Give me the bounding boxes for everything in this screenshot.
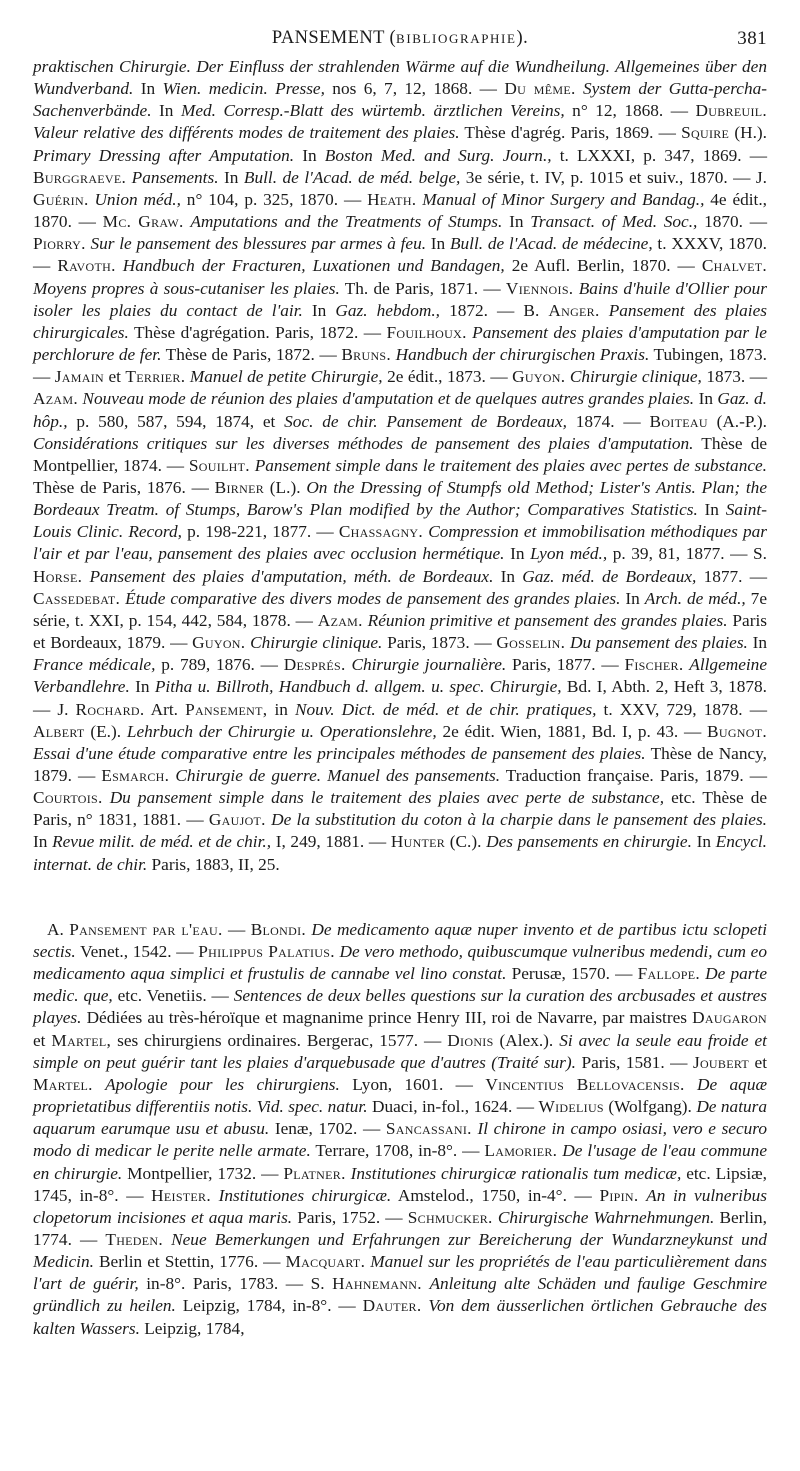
citation-text — [600, 301, 609, 320]
citation-text: Venet., 1542. — — [75, 941, 199, 961]
italic-title-text: Chirurgie journalière. — [351, 655, 507, 675]
citation-text: In — [697, 500, 726, 520]
author-name: Martel. — [33, 1074, 93, 1094]
citation-text — [116, 256, 123, 275]
italic-title-text: Manual of Minor Surgery and Bandag., — [422, 189, 705, 209]
italic-title-text: Gaz. hebdom., — [335, 300, 441, 320]
italic-title-text: Lyon méd., — [530, 544, 608, 564]
citation-text: 1872. — B. — [440, 300, 549, 320]
author-name: Platner. — [283, 1163, 346, 1183]
author-name: Vincentius Bellovacensis. — [485, 1074, 685, 1094]
italic-title-text: Med. Corresp.-Blatt des würtemb. ärztlichen Vereins, — [180, 101, 565, 121]
author-name: Esmarch. — [101, 766, 170, 785]
citation-text: Paris, 1873. — — [382, 633, 497, 653]
citation-text: in-8°. Paris, 1783. — S. — [138, 1274, 333, 1294]
italic-title-text: Handbuch der Fracturen, Luxationen und Bandagen, — [122, 256, 505, 276]
author-name: Pansement par l'eau. — [69, 919, 223, 939]
italic-title-text: De medicamento aquæ nuper invento et de partibus ictu sclopeti sectis. — [33, 919, 767, 961]
author-name: Gosselin. — [496, 633, 566, 653]
italic-title-text: Réunion primitive et pansement des grandes plaies. — [367, 610, 728, 630]
citation-text: I, 249, 1881. — — [271, 832, 391, 852]
author-name: Després. — [283, 655, 346, 675]
italic-title-text: Du pansement des plaies. — [570, 633, 748, 653]
italic-title-text: Pansement des plaies d'amputation, méth. de Bordeaux. — [89, 566, 494, 586]
citation-text: p. 198-221, 1877. — — [181, 522, 339, 542]
citation-text: In — [691, 832, 716, 852]
citation-text: nos 6, 7, 12, 1868. — — [324, 79, 505, 99]
author-name: Guérin. — [33, 189, 89, 209]
italic-title-text: De natura aquarum earumque usu et abusu. — [33, 1097, 768, 1139]
citation-text: Thèse de Paris, 1872. — — [161, 345, 342, 365]
citation-text: Thèse de Montpellier, 1874. — — [33, 433, 768, 475]
author-name: Heister. — [151, 1185, 211, 1205]
citation-text: Berlin, 1774. — — [33, 1207, 767, 1249]
citation-text: In — [426, 234, 450, 254]
italic-title-text: Boston Med. and Surg. Journ., — [324, 145, 552, 165]
italic-title-text: De parte medic. que, — [33, 964, 767, 1006]
author-name: Birner — [214, 477, 264, 497]
citation-text: In — [493, 566, 523, 586]
citation-text: (Alex.). — [493, 1030, 560, 1050]
author-name: Martel, — [51, 1030, 112, 1050]
running-header — [33, 22, 767, 50]
citation-text: In — [747, 633, 768, 653]
citation-text: In — [302, 300, 336, 320]
author-name: Heath. — [367, 189, 417, 209]
citation-text — [93, 1075, 105, 1094]
italic-title-text: Saint-Louis Clinic. Record, — [33, 500, 767, 542]
italic-title-text: Manuel sur les propriétés de l'eau particulièrement dans l'art de guérir, — [33, 1252, 767, 1294]
citation-text: Perusæ, 1570. — — [506, 964, 638, 984]
italic-title-text: De aquæ proprietatibus differentiis notis. Vid. spec. natur. — [33, 1074, 767, 1117]
author-name: Dubreuil. — [695, 101, 767, 121]
italic-title-text: Moyens propres à sous-cutaniser les plaies. — [33, 278, 340, 298]
page-number: 381 — [737, 28, 767, 49]
author-name: Sancassani. — [385, 1119, 472, 1139]
author-name: Macquart. — [285, 1252, 366, 1272]
author-name: Schmucker. — [407, 1207, 493, 1227]
citation-text: et — [103, 367, 126, 387]
italic-title-text: Étude comparative des divers modes de pansement des grandes plaies. — [125, 588, 621, 608]
citation-text: n° 104, p. 325, 1870. — — [180, 189, 368, 209]
author-name: Bugnot. — [707, 721, 767, 741]
author-name: Burggraeve. — [33, 167, 127, 187]
author-name: Rochard. — [75, 699, 145, 719]
citation-text: 1877. — — [696, 566, 767, 586]
italic-title-text: Institutiones chirurgicæ. — [218, 1185, 392, 1205]
author-name: Horse. — [33, 566, 83, 586]
citation-text: t. XXV, 729, 1878. — — [596, 699, 767, 719]
citation-text: n° 12, 1868. — — [564, 101, 696, 121]
author-name: Gaujot. — [208, 810, 266, 830]
author-name: Hunter — [390, 832, 446, 852]
citation-text: 1873. — — [701, 367, 767, 387]
citation-text: etc. Lipsiæ, 1745, in-8°. — — [33, 1163, 767, 1205]
italic-title-text: Sur le pansement des blessures par armes à feu. — [90, 234, 427, 254]
author-name: Viennois. — [505, 278, 574, 298]
running-title-text: PANSEMENT ( — [271, 28, 397, 48]
citation-text: Bd. I, Abth. 2, Heft 3, 1878. — J. — [33, 677, 767, 719]
running-title — [33, 28, 767, 49]
author-name: Cassedebat. — [33, 588, 121, 608]
citation-text — [103, 788, 110, 807]
italic-title-text: Allgemeine Verbandlehre. — [33, 655, 767, 697]
italic-title-text: Pansement des plaies d'amputation par le perchlorure de fer. — [33, 322, 767, 365]
italic-title-text: Considérations critiques sur les diverses méthodes de pansement des plaies d'amputation. — [33, 433, 694, 453]
citation-text: In — [133, 79, 163, 99]
citation-text: t. XXXV, 1870. — — [33, 234, 767, 276]
citation-text: (L.). — [264, 477, 307, 497]
author-name: Souilht. — [188, 455, 250, 475]
italic-title-text: Primary Dressing after Amputation. — [33, 145, 295, 165]
citation-text: Paris, 1877. — — [506, 655, 625, 675]
italic-title-text: Encycl. internat. de chir. — [33, 832, 768, 874]
italic-title-text: On the Dressing of Stumpfs old Method; Lister's Antis. Plan; the Bordeaux Treatm. of Stumps, Barow's Plan modified by the Author; Comparatives Statistics. — [33, 477, 767, 520]
citation-text: p. 39, 81, 1877. — S. — [607, 544, 767, 564]
italic-title-text: Compression et immobilisation méthodiques par l'air et par l'eau, pansement des plaies avec occlusion hermétique. — [33, 522, 767, 564]
citation-text: Dédiées au très-héroïque et magnanime prince Henry III, roi de Navarre, par maistres — [81, 1008, 693, 1028]
author-name: Jamain — [54, 367, 104, 387]
citation-text: 2e édit., 1873. — — [382, 367, 513, 387]
italic-title-text: De vero methodo, quibuscumque vulneribus medendi, cum eo medicamento aqua simplici et frustulis de cannabe vel lino constat. — [33, 941, 767, 984]
citation-text: p. 789, 1876. — — [155, 655, 284, 675]
italic-title-text: Neue Bemerkungen und Erfahrungen zur Bereicherung der Wundarzneykunst und Medicin. — [33, 1229, 767, 1272]
citation-text — [639, 1186, 647, 1205]
citation-text: Paris, 1883, II, 25. — [147, 854, 280, 874]
water-dressing-paragraph — [33, 919, 767, 1340]
citation-text: (Wolfgang). — [603, 1097, 697, 1117]
citation-text: (H.). — [729, 123, 768, 143]
author-name: Widelius — [538, 1097, 604, 1117]
author-name: Azam. — [33, 389, 78, 409]
italic-title-text: Pansement des plaies chirurgicales. — [33, 300, 767, 342]
italic-title-text: Anleitung alte Schäden und faulige Geschmire gründlich zu heilen. — [33, 1274, 767, 1316]
citation-text: In — [620, 588, 645, 608]
citation-text: In — [502, 212, 531, 232]
author-name: Fouilhoux. — [386, 322, 467, 342]
author-name: Ravoth. — [57, 256, 116, 276]
author-name: Fischer. — [624, 655, 684, 675]
running-title-close: ). — [516, 28, 529, 48]
citation-text: In — [129, 677, 155, 697]
italic-title-text: Nouveau mode de réunion des plaies d'amputation et de quelques autres grandes plaies. — [82, 389, 695, 409]
citation-text: 7e série, t. XXI, p. 154, 442, 584, 1878. — — [33, 588, 767, 630]
citation-text: in — [267, 699, 296, 719]
citation-text: Ienæ, 1702. — — [269, 1119, 386, 1139]
italic-title-text: France médicale, — [33, 655, 156, 675]
citation-text: Duaci, in-fol., 1624. — — [367, 1097, 539, 1117]
italic-title-text: De la substitution du coton à la charpie dans le pansement des plaies. — [271, 810, 767, 830]
author-name: Guyon. — [512, 367, 566, 387]
italic-title-text: Gaz. méd. de Bordeaux, — [522, 566, 697, 586]
author-name: Dauter. — [362, 1296, 422, 1316]
italic-title-text: Sentences de deux belles questions sur la curation des arcbusades et austres playes. — [33, 986, 767, 1028]
citation-text: Amstelod., 1750, in-4°. — — [391, 1185, 600, 1205]
author-name: Bruns. — [341, 345, 392, 365]
italic-title-text: Nouv. Dict. de méd. et de chir. pratiques, — [295, 699, 597, 719]
author-name: Terrier. — [125, 367, 186, 387]
citation-text: In — [151, 101, 181, 121]
author-name: Squire — [681, 123, 730, 143]
citation-text — [163, 1230, 171, 1249]
citation-text: etc. Venetiis. — — [112, 986, 234, 1006]
author-name: Pipin. — [599, 1185, 639, 1205]
citation-text — [82, 567, 89, 586]
citation-text: In — [694, 389, 718, 409]
author-name: Courtois. — [33, 788, 103, 808]
italic-title-text: Bains d'huile d'Ollier pour isoler les plaies du contact de l'air. — [33, 278, 767, 320]
citation-text — [211, 1186, 219, 1205]
citation-text: In — [294, 145, 325, 165]
citation-text: Paris, 1581. — — [575, 1052, 693, 1072]
italic-title-text: Union méd., — [94, 189, 181, 209]
italic-title-text: System der Gutta-percha-Sachenverbände. — [33, 79, 768, 121]
citation-text: Berlin et Stettin, 1776. — — [93, 1252, 286, 1272]
italic-title-text: De l'usage de l'eau commune en chirurgie. — [33, 1141, 767, 1183]
running-subtitle: BIBLIOGRAPHIE — [396, 31, 517, 46]
author-name: Fallope. — [637, 964, 700, 984]
italic-title-text: Arch. de méd., — [644, 588, 746, 608]
italic-title-text: Revue milit. de méd. et de chir., — [52, 832, 272, 852]
author-name: Guyon. — [192, 633, 246, 653]
italic-title-text: Bull. de l'Acad. de méd. belge, — [243, 167, 461, 187]
citation-text: Thèse de Paris, 1876. — — [33, 477, 215, 497]
citation-text: Thèse d'agrég. Paris, 1869. — — [459, 123, 682, 143]
italic-title-text: Chirurgie clinique, — [569, 367, 702, 387]
italic-title-text: Chirurgie de guerre. Manuel des pansements. — [175, 766, 501, 785]
citation-text: p. 580, 587, 594, 1874, et — [67, 411, 285, 431]
italic-title-text: Handbuch der chirurgischen Praxis. — [395, 345, 650, 365]
citation-text: In — [504, 544, 531, 564]
citation-text: (E.). — [84, 721, 127, 741]
citation-text: Traduction française. Paris, 1879. — — [500, 766, 767, 785]
italic-title-text: Bull. de l'Acad. de médecine, — [449, 234, 653, 254]
citation-text: Leipzig, 1784, in-8°. — — [175, 1296, 363, 1316]
author-name: Daugaron — [692, 1008, 767, 1028]
citation-text: ses chirurgiens ordinaires. Bergerac, 1577. — — [111, 1030, 448, 1050]
citation-text: Thèse de Nancy, 1879. — — [33, 743, 767, 785]
author-name: Albert — [33, 721, 85, 741]
citation-text: 1874. — — [566, 411, 650, 431]
citation-text — [685, 1075, 697, 1094]
italic-title-text: Il chirone in campo osiasi, vero e securo modo di medicar le perite nelle armate. — [33, 1119, 768, 1161]
italic-title-text: Pansement simple dans le traitement des plaies avec pertes de substance. — [254, 455, 767, 475]
citation-text: Terrare, 1708, in-8°. — — [310, 1141, 485, 1161]
citation-text: In — [33, 832, 53, 852]
author-name: Anger. — [548, 300, 600, 320]
citation-text: Paris, 1752. — — [292, 1207, 408, 1227]
italic-title-text: Valeur relative des différents modes de traitement des plaies. — [33, 123, 460, 143]
citation-text: 4e édit., 1870. — — [33, 189, 767, 232]
author-name: Lamorier. — [484, 1141, 558, 1161]
author-name: Philippus Palatius. — [198, 941, 335, 961]
citation-text — [576, 79, 583, 98]
citation-text: Tubingen, 1873. — — [33, 345, 767, 387]
italic-title-text: Institutiones chirurgicæ rationalis tum medicæ, — [350, 1163, 682, 1183]
citation-text: et — [33, 1030, 52, 1050]
citation-text: etc. Thèse de Paris, n° 1831, 1881. — — [33, 788, 767, 830]
italic-title-text: Amputations and the Treatments of Stumps. — [190, 212, 503, 232]
citation-text: 1870. — — [697, 212, 768, 232]
citation-text: A. — [47, 919, 70, 939]
italic-title-text: Essai d'une étude comparative entre les principales méthodes de pansement des plaies. — [33, 743, 646, 763]
author-name: Pansement, — [185, 699, 268, 719]
citation-text: Montpellier, 1732. — — [122, 1163, 284, 1183]
author-name: Blondi. — [250, 919, 306, 939]
citation-text: Th. de Paris, 1871. — — [339, 278, 506, 298]
citation-text: Art. — [144, 699, 186, 719]
italic-title-text: Du pansement simple dans le traitement des plaies avec perte de substance, — [109, 788, 665, 808]
author-name: Boiteau — [649, 411, 708, 431]
italic-title-text: Lehrbuch der Chirurgie u. Operationslehre, — [126, 721, 437, 741]
italic-title-text: Gaz. d. hôp., — [33, 389, 767, 431]
italic-title-text: Pansements. — [131, 167, 219, 187]
author-name: Mc. Graw. — [102, 212, 184, 232]
italic-title-text: Si avec la seule eau froide et simple on peut guérir tant les plaies d'arquebusade que d'autres (Traité sur). — [33, 1030, 767, 1072]
author-name: Theden. — [105, 1229, 163, 1249]
citation-text: Leipzig, 1784, — [139, 1318, 245, 1338]
italic-title-text: praktischen Chirurgie. Der Einfluss der strahlenden Wärme auf die Wundheilung. Allgemeines über den Wundverband. — [33, 57, 767, 99]
author-name: Azam. — [317, 610, 363, 630]
italic-title-text: Wien. medicin. Presse, — [162, 79, 325, 99]
italic-title-text: Chirurgische Wahrnehmungen. — [497, 1207, 715, 1227]
italic-title-text: An in vulneribus clopetorum incisiones et aqua maris. — [33, 1185, 767, 1227]
italic-title-text: Soc. de chir. Pansement de Bordeaux, — [284, 411, 567, 431]
italic-title-text: Von dem äusserlichen örtlichen Gebrauche des kalten Wassers. — [33, 1296, 767, 1338]
citation-text: t. LXXXI, p. 347, 1869. — — [551, 145, 768, 165]
citation-text: 2e édit. Wien, 1881, Bd. I, p. 43. — — [436, 721, 708, 741]
italic-title-text: Transact. of Med. Soc., — [530, 212, 698, 232]
author-name: Joubert — [692, 1052, 750, 1072]
italic-title-text: Apologie pour les chirurgiens. — [105, 1074, 340, 1094]
italic-title-text: Chirurgie clinique. — [250, 633, 383, 653]
author-name: Chalvet. — [701, 256, 767, 276]
citation-text: Thèse d'agrégation. Paris, 1872. — — [128, 322, 387, 342]
italic-title-text: Des pansements en chirurgie. — [486, 832, 692, 852]
author-name: Chassagny. — [338, 522, 424, 542]
citation-text: In — [218, 167, 244, 187]
italic-title-text: Pitha u. Billroth, Handbuch d. allgem. u. spec. Chirurgie, — [154, 677, 562, 697]
citation-text: (A.-P.). — [707, 411, 767, 431]
citation-text: Paris et Bordeaux, 1879. — — [33, 610, 767, 653]
author-name: Du même. — [504, 79, 576, 99]
citation-text: (C.). — [445, 832, 487, 852]
citation-text: et — [749, 1052, 767, 1072]
author-name: Piorry. — [33, 234, 86, 254]
citation-text: Lyon, 1601. — — [339, 1074, 486, 1094]
author-name: Dionis — [447, 1030, 494, 1050]
author-name: Hahnemann. — [332, 1274, 422, 1294]
citation-text: — — [222, 919, 251, 939]
citation-text: 3e série, t. IV, p. 1015 et suiv., 1870. — J. — [460, 167, 767, 187]
bibliography-paragraph — [33, 56, 767, 876]
italic-title-text: Manuel de petite Chirurgie, — [189, 367, 383, 387]
citation-text: 2e Aufl. Berlin, 1870. — — [504, 256, 702, 276]
